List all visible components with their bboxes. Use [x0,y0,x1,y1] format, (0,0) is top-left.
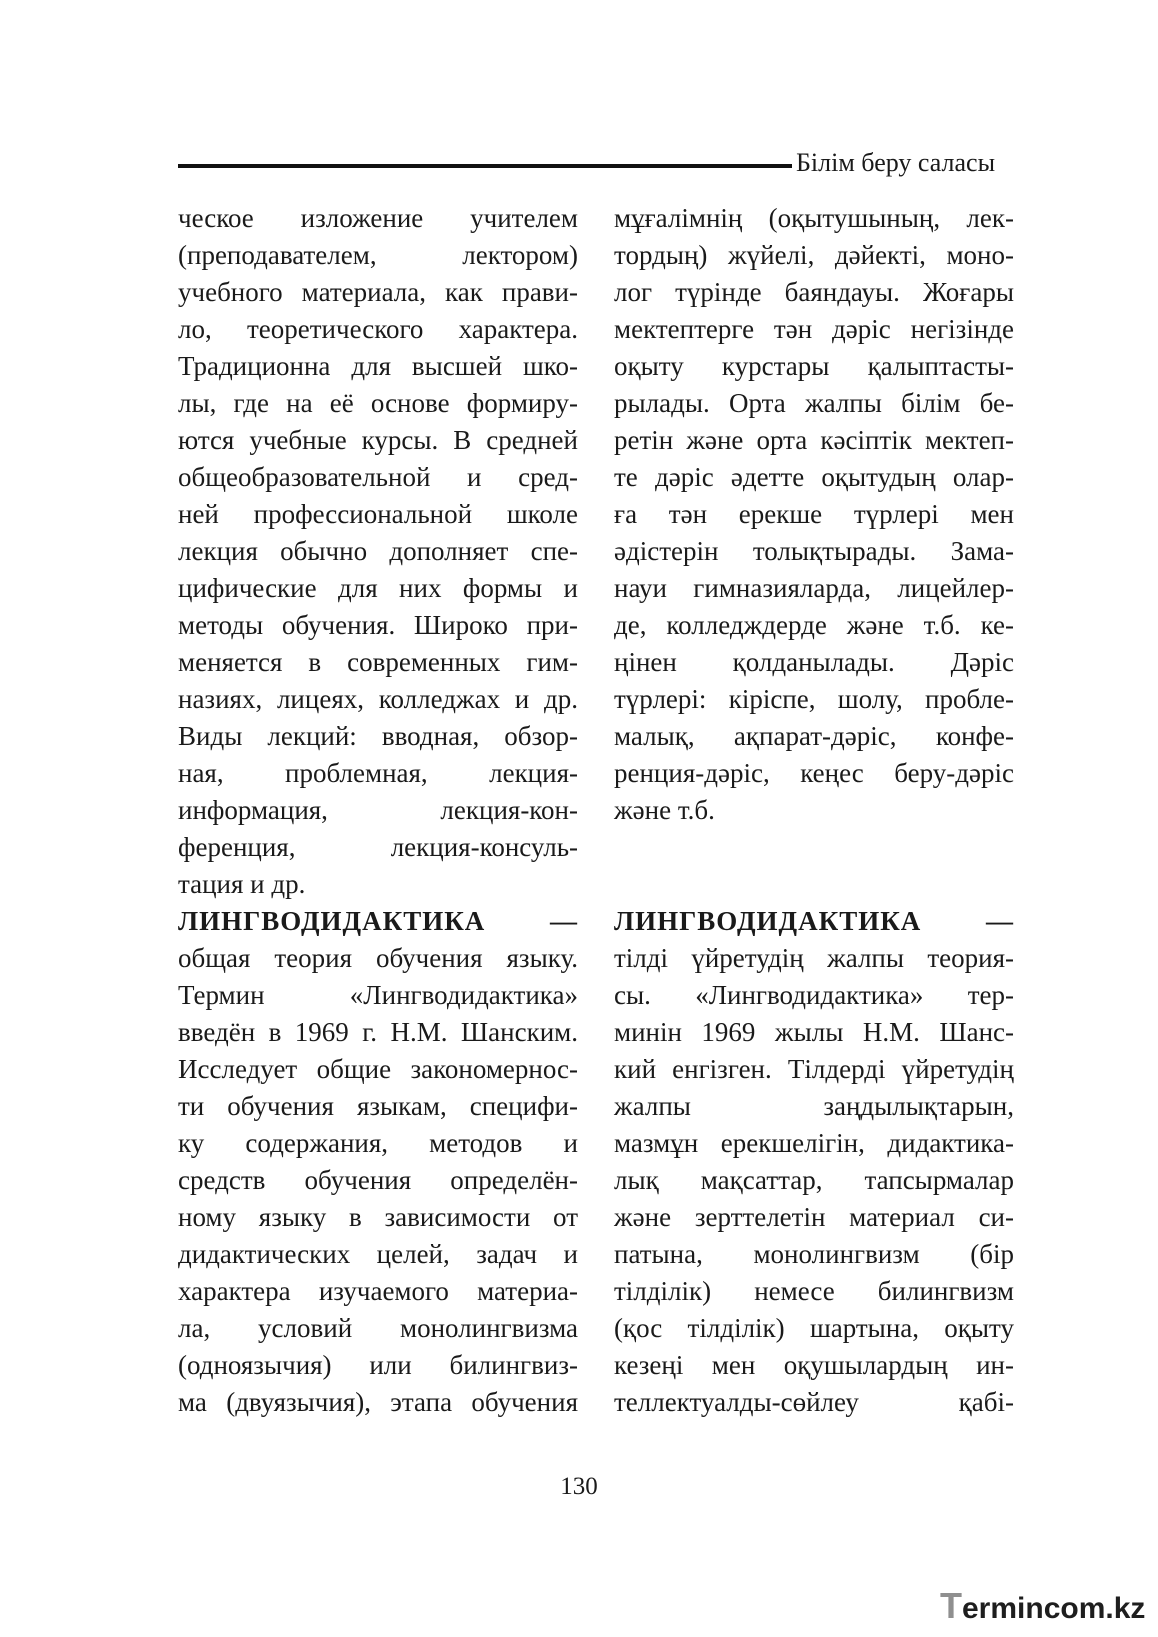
text-line: ференция, лекция-консуль- [178,832,578,862]
text-line: кезеңі мен оқушылардың ин- [614,1350,1014,1380]
text-line: минін 1969 жылы Н.М. Шанс- [614,1017,1014,1047]
watermark-t-letter: T [940,1585,962,1626]
page-number: 130 [560,1473,598,1500]
text-line: (преподавателем, лектором) [178,240,578,270]
entry-term-heading: ЛИНГВОДИДАКТИКА — [614,906,1014,936]
text-line: (одноязычия) или билингвиз- [178,1350,578,1380]
text-line: рылады. Орта жалпы білім бе- [614,388,1014,418]
text-line: лекция обычно дополняет спе- [178,536,578,566]
text-line: (қос тілділік) шартына, оқыту [614,1313,1014,1343]
text-line: тация и др. [178,869,306,899]
text-line: ная, проблемная, лекция- [178,758,578,788]
text-line: науи гимназияларда, лицейлер- [614,573,1014,603]
text-line: жалпы заңдылықтарын, [614,1091,1014,1121]
text-line: ло, теоретического характера. [178,314,578,344]
magnifier-icon: o [1060,1592,1079,1625]
text-line: тордың) жүйелі, дәйекті, моно- [614,240,1014,270]
left-column [178,200,578,1421]
text-line: түрлері: кіріспе, шолу, пробле- [614,684,1014,714]
text-line: методы обучения. Широко при- [178,610,578,640]
text-line: ға тән ерекше түрлері мен [614,499,1014,529]
text-line: Традиционна для высшей шко- [178,351,578,381]
text-line: патына, монолингвизм (бір [614,1239,1014,1269]
text-line: кий енгізген. Тілдерді үйретудің [614,1054,1014,1084]
site-watermark-logo [940,1584,1150,1628]
text-line: Исследует общие закономернос- [178,1054,578,1084]
text-line: ренция-дәріс, кеңес беру-дәріс [614,758,1014,788]
text-line: учебного материала, как прави- [178,277,578,307]
text-line: ней профессиональной школе [178,499,578,529]
text-line: тілділік) немесе билингвизм [614,1276,1014,1306]
text-line: лог түрінде баяндауы. Жоғары [614,277,1014,307]
text-line: лы, где на её основе формиру- [178,388,578,418]
watermark-text-part: erminc [962,1592,1061,1625]
text-line: Виды лекций: вводная, обзор- [178,721,578,751]
text-line: әдістерін толықтырады. Зама- [614,536,1014,566]
text-line: де, колледждерде және т.б. ке- [614,610,1014,640]
text-line: ретін және орта кәсіптік мектеп- [614,425,1014,455]
text-line: теллектуалды-сөйлеу қабі- [614,1387,1014,1417]
text-line: сы. «Лингводидактика» тер- [614,980,1014,1010]
header-rule [178,164,792,168]
text-line: ма (двуязычия), этапа обучения [178,1387,578,1417]
text-line: назиях, лицеях, колледжах и др. [178,684,578,714]
text-line: ному языку в зависимости от [178,1202,578,1232]
watermark-text-tail: m.kz [1078,1592,1146,1625]
text-line: ңінен қолданылады. Дәріс [614,647,1014,677]
entry-term-heading: ЛИНГВОДИДАКТИКА — [178,906,578,936]
running-header-title: Білім беру саласы [796,148,996,177]
text-line: мазмұн ерекшелігін, дидактика- [614,1128,1014,1158]
text-line: мектептерге тән дәріс негізінде [614,314,1014,344]
text-line: общая теория обучения языку. [178,943,578,973]
text-line: тілді үйретудің жалпы теория- [614,943,1014,973]
text-line: мұғалімнің (оқытушының, лек- [614,203,1014,233]
text-line: общеобразовательной и сред- [178,462,578,492]
text-line: малық, ақпарат-дәріс, конфе- [614,721,1014,751]
text-line: лық мақсаттар, тапсырмалар [614,1165,1014,1195]
text-line: және зерттелетін материал си- [614,1202,1014,1232]
text-line: Термин «Лингводидактика» [178,980,578,1010]
text-line: те дәріс әдетте оқытудың олар- [614,462,1014,492]
text-line: введён в 1969 г. Н.М. Шанским. [178,1017,578,1047]
text-line: ти обучения языкам, специфи- [178,1091,578,1121]
text-line: және т.б. [614,795,715,825]
right-column [614,200,1014,1421]
text-line: характера изучаемого материа- [178,1276,578,1306]
text-line: ку содержания, методов и [178,1128,578,1158]
text-line: ются учебные курсы. В средней [178,425,578,455]
text-line: средств обучения определён- [178,1165,578,1195]
text-line: меняется в современных гим- [178,647,578,677]
text-line: ческое изложение учителем [178,203,578,233]
text-line: оқыту курстары қалыптасты- [614,351,1014,381]
text-line: дидактических целей, задач и [178,1239,578,1269]
text-line: ла, условий монолингвизма [178,1313,578,1343]
text-line: цифические для них формы и [178,573,578,603]
text-line: информация, лекция-кон- [178,795,578,825]
